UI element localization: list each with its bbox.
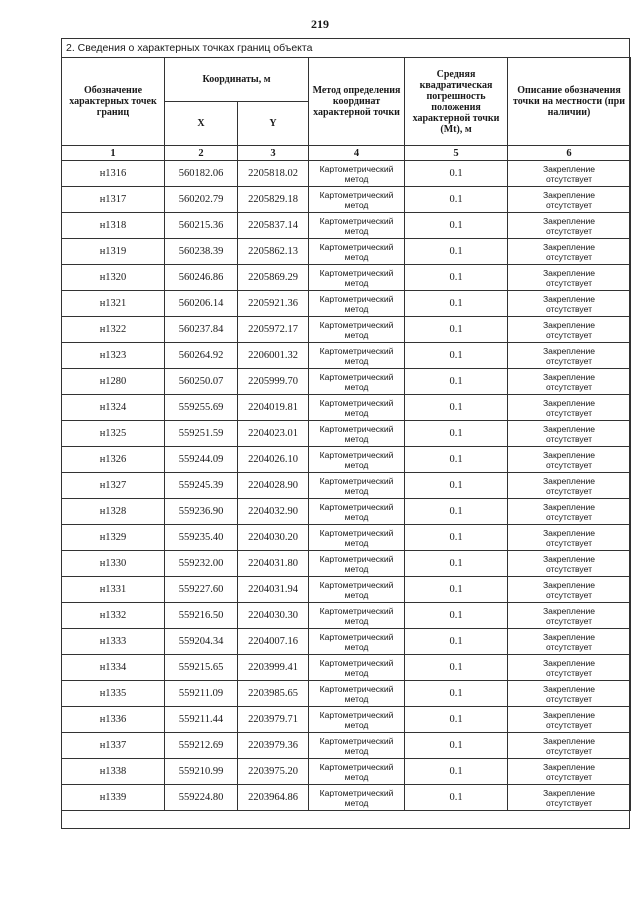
desc-text-line: Закрепление bbox=[542, 397, 596, 408]
method-text-line: Картометрический bbox=[319, 605, 394, 616]
method-text-line: Картометрический bbox=[319, 293, 394, 304]
point-name-cell: н1318 bbox=[62, 213, 165, 239]
desc-text-line: Закрепление bbox=[542, 787, 596, 798]
header-method: Метод определения координат характерной точки bbox=[309, 58, 405, 146]
y-coordinate-cell: 2203999.41 bbox=[238, 655, 309, 681]
accuracy-cell: 0.1 bbox=[405, 785, 508, 811]
method-cell bbox=[309, 343, 405, 369]
table-row bbox=[62, 187, 631, 213]
table-row bbox=[62, 785, 631, 811]
accuracy-cell: 0.1 bbox=[405, 421, 508, 447]
accuracy-cell: 0.1 bbox=[405, 291, 508, 317]
method-cell bbox=[309, 421, 405, 447]
description-cell bbox=[508, 629, 631, 655]
header-coordinates: Координаты, м bbox=[165, 58, 309, 102]
point-name-cell: н1328 bbox=[62, 499, 165, 525]
point-name-cell: н1334 bbox=[62, 655, 165, 681]
header-accuracy: Средняя квадратическая погрешность положения характерной точки (Mt), м bbox=[405, 58, 508, 146]
point-name-cell: н1316 bbox=[62, 161, 165, 187]
method-text-line: метод bbox=[344, 485, 369, 496]
point-name-cell: н1332 bbox=[62, 603, 165, 629]
description-cell bbox=[508, 291, 631, 317]
y-coordinate-cell: 2204028.90 bbox=[238, 473, 309, 499]
point-name-cell: н1321 bbox=[62, 291, 165, 317]
method-text-line: метод bbox=[344, 771, 369, 782]
y-coordinate-cell: 2205999.70 bbox=[238, 369, 309, 395]
accuracy-cell: 0.1 bbox=[405, 213, 508, 239]
description-cell bbox=[508, 603, 631, 629]
accuracy-cell: 0.1 bbox=[405, 707, 508, 733]
desc-text-line: отсутствует bbox=[545, 485, 593, 496]
point-name-cell: н1323 bbox=[62, 343, 165, 369]
x-coordinate-cell: 560182.06 bbox=[165, 161, 238, 187]
desc-text-line: Закрепление bbox=[542, 605, 596, 616]
x-coordinate-cell: 560237.84 bbox=[165, 317, 238, 343]
method-text-line: метод bbox=[344, 667, 369, 678]
method-text-line: метод bbox=[344, 589, 369, 600]
y-coordinate-cell: 2205921.36 bbox=[238, 291, 309, 317]
y-coordinate-cell: 2204030.30 bbox=[238, 603, 309, 629]
method-text-line: Картометрический bbox=[319, 397, 394, 408]
y-coordinate-cell: 2204026.10 bbox=[238, 447, 309, 473]
method-text-line: метод bbox=[344, 459, 369, 470]
point-name-cell: н1317 bbox=[62, 187, 165, 213]
desc-text-line: Закрепление bbox=[542, 475, 596, 486]
point-name-cell: н1280 bbox=[62, 369, 165, 395]
description-cell bbox=[508, 681, 631, 707]
method-text-line: Картометрический bbox=[319, 163, 394, 174]
accuracy-cell: 0.1 bbox=[405, 499, 508, 525]
y-coordinate-cell: 2204031.94 bbox=[238, 577, 309, 603]
x-coordinate-cell: 559244.09 bbox=[165, 447, 238, 473]
desc-text-line: отсутствует bbox=[545, 797, 593, 808]
method-cell bbox=[309, 239, 405, 265]
y-coordinate-cell: 2206001.32 bbox=[238, 343, 309, 369]
x-coordinate-cell: 559235.40 bbox=[165, 525, 238, 551]
point-name-cell: н1331 bbox=[62, 577, 165, 603]
desc-text-line: Закрепление bbox=[542, 267, 596, 278]
y-coordinate-cell: 2203964.86 bbox=[238, 785, 309, 811]
method-cell bbox=[309, 785, 405, 811]
table-row bbox=[62, 759, 631, 785]
desc-text-line: отсутствует bbox=[545, 745, 593, 756]
y-coordinate-cell: 2205862.13 bbox=[238, 239, 309, 265]
description-cell bbox=[508, 187, 631, 213]
table-row bbox=[62, 655, 631, 681]
desc-text-line: Закрепление bbox=[542, 631, 596, 642]
desc-text-line: Закрепление bbox=[542, 241, 596, 252]
point-name-cell: н1335 bbox=[62, 681, 165, 707]
method-cell bbox=[309, 603, 405, 629]
method-text-line: Картометрический bbox=[319, 449, 394, 460]
y-coordinate-cell: 2203985.65 bbox=[238, 681, 309, 707]
accuracy-cell: 0.1 bbox=[405, 473, 508, 499]
method-text-line: Картометрический bbox=[319, 553, 394, 564]
x-coordinate-cell: 560238.39 bbox=[165, 239, 238, 265]
point-name-cell: н1322 bbox=[62, 317, 165, 343]
section-frame bbox=[61, 38, 630, 829]
method-cell bbox=[309, 629, 405, 655]
x-coordinate-cell: 559255.69 bbox=[165, 395, 238, 421]
description-cell bbox=[508, 317, 631, 343]
table-body bbox=[62, 161, 631, 811]
x-coordinate-cell: 560206.14 bbox=[165, 291, 238, 317]
y-coordinate-cell: 2204031.80 bbox=[238, 551, 309, 577]
method-text-line: метод bbox=[344, 355, 369, 366]
method-text-line: метод bbox=[344, 537, 369, 548]
desc-text-line: отсутствует bbox=[545, 407, 593, 418]
point-name-cell: н1333 bbox=[62, 629, 165, 655]
description-cell bbox=[508, 265, 631, 291]
desc-text-line: Закрепление bbox=[542, 501, 596, 512]
desc-text-line: Закрепление bbox=[542, 657, 596, 668]
y-coordinate-cell: 2203975.20 bbox=[238, 759, 309, 785]
y-coordinate-cell: 2204032.90 bbox=[238, 499, 309, 525]
desc-text-line: Закрепление bbox=[542, 553, 596, 564]
section-title: 2. Сведения о характерных точках границ объекта bbox=[66, 42, 313, 54]
accuracy-cell: 0.1 bbox=[405, 525, 508, 551]
description-cell bbox=[508, 395, 631, 421]
method-cell bbox=[309, 395, 405, 421]
description-cell bbox=[508, 525, 631, 551]
table-row bbox=[62, 577, 631, 603]
method-cell bbox=[309, 525, 405, 551]
accuracy-cell: 0.1 bbox=[405, 343, 508, 369]
method-text-line: Картометрический bbox=[319, 475, 394, 486]
method-text-line: метод bbox=[344, 277, 369, 288]
method-text-line: Картометрический bbox=[319, 241, 394, 252]
desc-text-line: Закрепление bbox=[542, 345, 596, 356]
description-cell bbox=[508, 369, 631, 395]
table-row bbox=[62, 603, 631, 629]
table-row bbox=[62, 317, 631, 343]
accuracy-cell: 0.1 bbox=[405, 317, 508, 343]
accuracy-cell: 0.1 bbox=[405, 577, 508, 603]
desc-text-line: отсутствует bbox=[545, 277, 593, 288]
method-cell bbox=[309, 291, 405, 317]
desc-text-line: Закрепление bbox=[542, 293, 596, 304]
x-coordinate-cell: 560202.79 bbox=[165, 187, 238, 213]
method-text-line: Картометрический bbox=[319, 423, 394, 434]
x-coordinate-cell: 559245.39 bbox=[165, 473, 238, 499]
description-cell bbox=[508, 473, 631, 499]
table-row bbox=[62, 369, 631, 395]
desc-text-line: отсутствует bbox=[545, 641, 593, 652]
method-cell bbox=[309, 447, 405, 473]
description-cell bbox=[508, 655, 631, 681]
accuracy-cell: 0.1 bbox=[405, 733, 508, 759]
x-coordinate-cell: 559251.59 bbox=[165, 421, 238, 447]
desc-text-line: отсутствует bbox=[545, 667, 593, 678]
method-text-line: Картометрический bbox=[319, 215, 394, 226]
method-text-line: метод bbox=[344, 173, 369, 184]
method-text-line: метод bbox=[344, 745, 369, 756]
method-text-line: Картометрический bbox=[319, 319, 394, 330]
y-coordinate-cell: 2204023.01 bbox=[238, 421, 309, 447]
desc-text-line: Закрепление bbox=[542, 527, 596, 538]
desc-text-line: отсутствует bbox=[545, 329, 593, 340]
x-coordinate-cell: 559224.80 bbox=[165, 785, 238, 811]
description-cell bbox=[508, 733, 631, 759]
method-cell bbox=[309, 369, 405, 395]
x-coordinate-cell: 559211.09 bbox=[165, 681, 238, 707]
point-name-cell: н1329 bbox=[62, 525, 165, 551]
desc-text-line: Закрепление bbox=[542, 449, 596, 460]
desc-text-line: Закрепление bbox=[542, 371, 596, 382]
method-cell bbox=[309, 265, 405, 291]
desc-text-line: отсутствует bbox=[545, 589, 593, 600]
desc-text-line: отсутствует bbox=[545, 199, 593, 210]
table-row bbox=[62, 681, 631, 707]
desc-text-line: отсутствует bbox=[545, 303, 593, 314]
desc-text-line: Закрепление bbox=[542, 423, 596, 434]
desc-text-line: отсутствует bbox=[545, 615, 593, 626]
accuracy-cell: 0.1 bbox=[405, 369, 508, 395]
method-text-line: метод bbox=[344, 251, 369, 262]
desc-text-line: Закрепление bbox=[542, 215, 596, 226]
description-cell bbox=[508, 447, 631, 473]
header-description: Описание обозначения точки на местности (при наличии) bbox=[508, 58, 631, 146]
x-coordinate-cell: 560250.07 bbox=[165, 369, 238, 395]
method-text-line: Картометрический bbox=[319, 657, 394, 668]
desc-text-line: отсутствует bbox=[545, 563, 593, 574]
point-name-cell: н1325 bbox=[62, 421, 165, 447]
method-text-line: метод bbox=[344, 693, 369, 704]
method-text-line: Картометрический bbox=[319, 579, 394, 590]
accuracy-cell: 0.1 bbox=[405, 265, 508, 291]
column-number: 4 bbox=[309, 146, 405, 161]
desc-text-line: Закрепление bbox=[542, 709, 596, 720]
table-row bbox=[62, 291, 631, 317]
desc-text-line: Закрепление bbox=[542, 735, 596, 746]
point-name-cell: н1339 bbox=[62, 785, 165, 811]
table-row bbox=[62, 161, 631, 187]
y-coordinate-cell: 2205818.02 bbox=[238, 161, 309, 187]
desc-text-line: Закрепление bbox=[542, 163, 596, 174]
method-text-line: Картометрический bbox=[319, 735, 394, 746]
page-number: 219 bbox=[311, 17, 329, 31]
desc-text-line: отсутствует bbox=[545, 381, 593, 392]
desc-text-line: Закрепление bbox=[542, 319, 596, 330]
method-text-line: метод bbox=[344, 797, 369, 808]
table-row bbox=[62, 213, 631, 239]
method-text-line: метод bbox=[344, 407, 369, 418]
accuracy-cell: 0.1 bbox=[405, 759, 508, 785]
desc-text-line: отсутствует bbox=[545, 355, 593, 366]
method-text-line: Картометрический bbox=[319, 709, 394, 720]
table-row bbox=[62, 551, 631, 577]
method-text-line: Картометрический bbox=[319, 189, 394, 200]
desc-text-line: отсутствует bbox=[545, 225, 593, 236]
x-coordinate-cell: 559232.00 bbox=[165, 551, 238, 577]
method-text-line: метод bbox=[344, 641, 369, 652]
method-text-line: Картометрический bbox=[319, 371, 394, 382]
x-coordinate-cell: 559215.65 bbox=[165, 655, 238, 681]
y-coordinate-cell: 2205829.18 bbox=[238, 187, 309, 213]
y-coordinate-cell: 2203979.71 bbox=[238, 707, 309, 733]
x-coordinate-cell: 559211.44 bbox=[165, 707, 238, 733]
x-coordinate-cell: 560264.92 bbox=[165, 343, 238, 369]
boundary-points-table bbox=[61, 57, 631, 811]
column-number: 5 bbox=[405, 146, 508, 161]
table-row bbox=[62, 239, 631, 265]
x-coordinate-cell: 559210.99 bbox=[165, 759, 238, 785]
y-coordinate-cell: 2205837.14 bbox=[238, 213, 309, 239]
table-row bbox=[62, 265, 631, 291]
method-cell bbox=[309, 681, 405, 707]
description-cell bbox=[508, 239, 631, 265]
column-number: 2 bbox=[165, 146, 238, 161]
accuracy-cell: 0.1 bbox=[405, 187, 508, 213]
accuracy-cell: 0.1 bbox=[405, 629, 508, 655]
accuracy-cell: 0.1 bbox=[405, 395, 508, 421]
method-cell bbox=[309, 577, 405, 603]
description-cell bbox=[508, 785, 631, 811]
y-coordinate-cell: 2204030.20 bbox=[238, 525, 309, 551]
x-coordinate-cell: 560246.86 bbox=[165, 265, 238, 291]
header-x: X bbox=[165, 102, 238, 146]
method-text-line: Картометрический bbox=[319, 501, 394, 512]
description-cell bbox=[508, 551, 631, 577]
x-coordinate-cell: 559212.69 bbox=[165, 733, 238, 759]
description-cell bbox=[508, 161, 631, 187]
column-number: 3 bbox=[238, 146, 309, 161]
method-text-line: метод bbox=[344, 329, 369, 340]
method-cell bbox=[309, 733, 405, 759]
desc-text-line: отсутствует bbox=[545, 693, 593, 704]
point-name-cell: н1338 bbox=[62, 759, 165, 785]
method-text-line: метод bbox=[344, 303, 369, 314]
method-cell bbox=[309, 759, 405, 785]
method-text-line: Картометрический bbox=[319, 761, 394, 772]
accuracy-cell: 0.1 bbox=[405, 447, 508, 473]
desc-text-line: отсутствует bbox=[545, 719, 593, 730]
accuracy-cell: 0.1 bbox=[405, 681, 508, 707]
desc-text-line: отсутствует bbox=[545, 537, 593, 548]
description-cell bbox=[508, 577, 631, 603]
method-cell bbox=[309, 499, 405, 525]
method-text-line: метод bbox=[344, 225, 369, 236]
point-name-cell: н1324 bbox=[62, 395, 165, 421]
table-row bbox=[62, 499, 631, 525]
desc-text-line: отсутствует bbox=[545, 459, 593, 470]
method-text-line: метод bbox=[344, 199, 369, 210]
x-coordinate-cell: 559227.60 bbox=[165, 577, 238, 603]
accuracy-cell: 0.1 bbox=[405, 239, 508, 265]
method-text-line: метод bbox=[344, 381, 369, 392]
column-number: 1 bbox=[62, 146, 165, 161]
x-coordinate-cell: 560215.36 bbox=[165, 213, 238, 239]
method-text-line: Картометрический bbox=[319, 527, 394, 538]
table-row bbox=[62, 707, 631, 733]
method-text-line: Картометрический bbox=[319, 631, 394, 642]
description-cell bbox=[508, 213, 631, 239]
accuracy-cell: 0.1 bbox=[405, 603, 508, 629]
method-text-line: метод bbox=[344, 511, 369, 522]
method-text-line: Картометрический bbox=[319, 787, 394, 798]
method-text-line: Картометрический bbox=[319, 345, 394, 356]
desc-text-line: отсутствует bbox=[545, 433, 593, 444]
x-coordinate-cell: 559236.90 bbox=[165, 499, 238, 525]
desc-text-line: отсутствует bbox=[545, 173, 593, 184]
description-cell bbox=[508, 343, 631, 369]
column-number: 6 bbox=[508, 146, 631, 161]
point-name-cell: н1336 bbox=[62, 707, 165, 733]
point-name-cell: н1327 bbox=[62, 473, 165, 499]
accuracy-cell: 0.1 bbox=[405, 161, 508, 187]
method-text-line: Картометрический bbox=[319, 267, 394, 278]
x-coordinate-cell: 559216.50 bbox=[165, 603, 238, 629]
method-cell bbox=[309, 707, 405, 733]
point-name-cell: н1320 bbox=[62, 265, 165, 291]
point-name-cell: н1326 bbox=[62, 447, 165, 473]
description-cell bbox=[508, 499, 631, 525]
table-row bbox=[62, 733, 631, 759]
y-coordinate-cell: 2204007.16 bbox=[238, 629, 309, 655]
method-cell bbox=[309, 161, 405, 187]
method-text-line: метод bbox=[344, 615, 369, 626]
method-text-line: метод bbox=[344, 719, 369, 730]
desc-text-line: Закрепление bbox=[542, 683, 596, 694]
table-row bbox=[62, 525, 631, 551]
table-row bbox=[62, 343, 631, 369]
desc-text-line: отсутствует bbox=[545, 251, 593, 262]
method-text-line: Картометрический bbox=[319, 683, 394, 694]
header-y: Y bbox=[238, 102, 309, 146]
description-cell bbox=[508, 421, 631, 447]
table-row bbox=[62, 473, 631, 499]
method-cell bbox=[309, 551, 405, 577]
description-cell bbox=[508, 759, 631, 785]
point-name-cell: н1319 bbox=[62, 239, 165, 265]
desc-text-line: Закрепление bbox=[542, 189, 596, 200]
method-cell bbox=[309, 187, 405, 213]
y-coordinate-cell: 2205869.29 bbox=[238, 265, 309, 291]
point-name-cell: н1330 bbox=[62, 551, 165, 577]
x-coordinate-cell: 559204.34 bbox=[165, 629, 238, 655]
desc-text-line: Закрепление bbox=[542, 761, 596, 772]
table-row bbox=[62, 421, 631, 447]
header-designation: Обозначение характерных точек границ bbox=[62, 58, 165, 146]
table-row bbox=[62, 395, 631, 421]
desc-text-line: отсутствует bbox=[545, 511, 593, 522]
method-cell bbox=[309, 317, 405, 343]
desc-text-line: Закрепление bbox=[542, 579, 596, 590]
table-row bbox=[62, 629, 631, 655]
table-row bbox=[62, 447, 631, 473]
y-coordinate-cell: 2203979.36 bbox=[238, 733, 309, 759]
method-text-line: метод bbox=[344, 433, 369, 444]
y-coordinate-cell: 2204019.81 bbox=[238, 395, 309, 421]
accuracy-cell: 0.1 bbox=[405, 655, 508, 681]
description-cell bbox=[508, 707, 631, 733]
method-cell bbox=[309, 473, 405, 499]
point-name-cell: н1337 bbox=[62, 733, 165, 759]
method-cell bbox=[309, 655, 405, 681]
y-coordinate-cell: 2205972.17 bbox=[238, 317, 309, 343]
method-cell bbox=[309, 213, 405, 239]
accuracy-cell: 0.1 bbox=[405, 551, 508, 577]
method-text-line: метод bbox=[344, 563, 369, 574]
desc-text-line: отсутствует bbox=[545, 771, 593, 782]
